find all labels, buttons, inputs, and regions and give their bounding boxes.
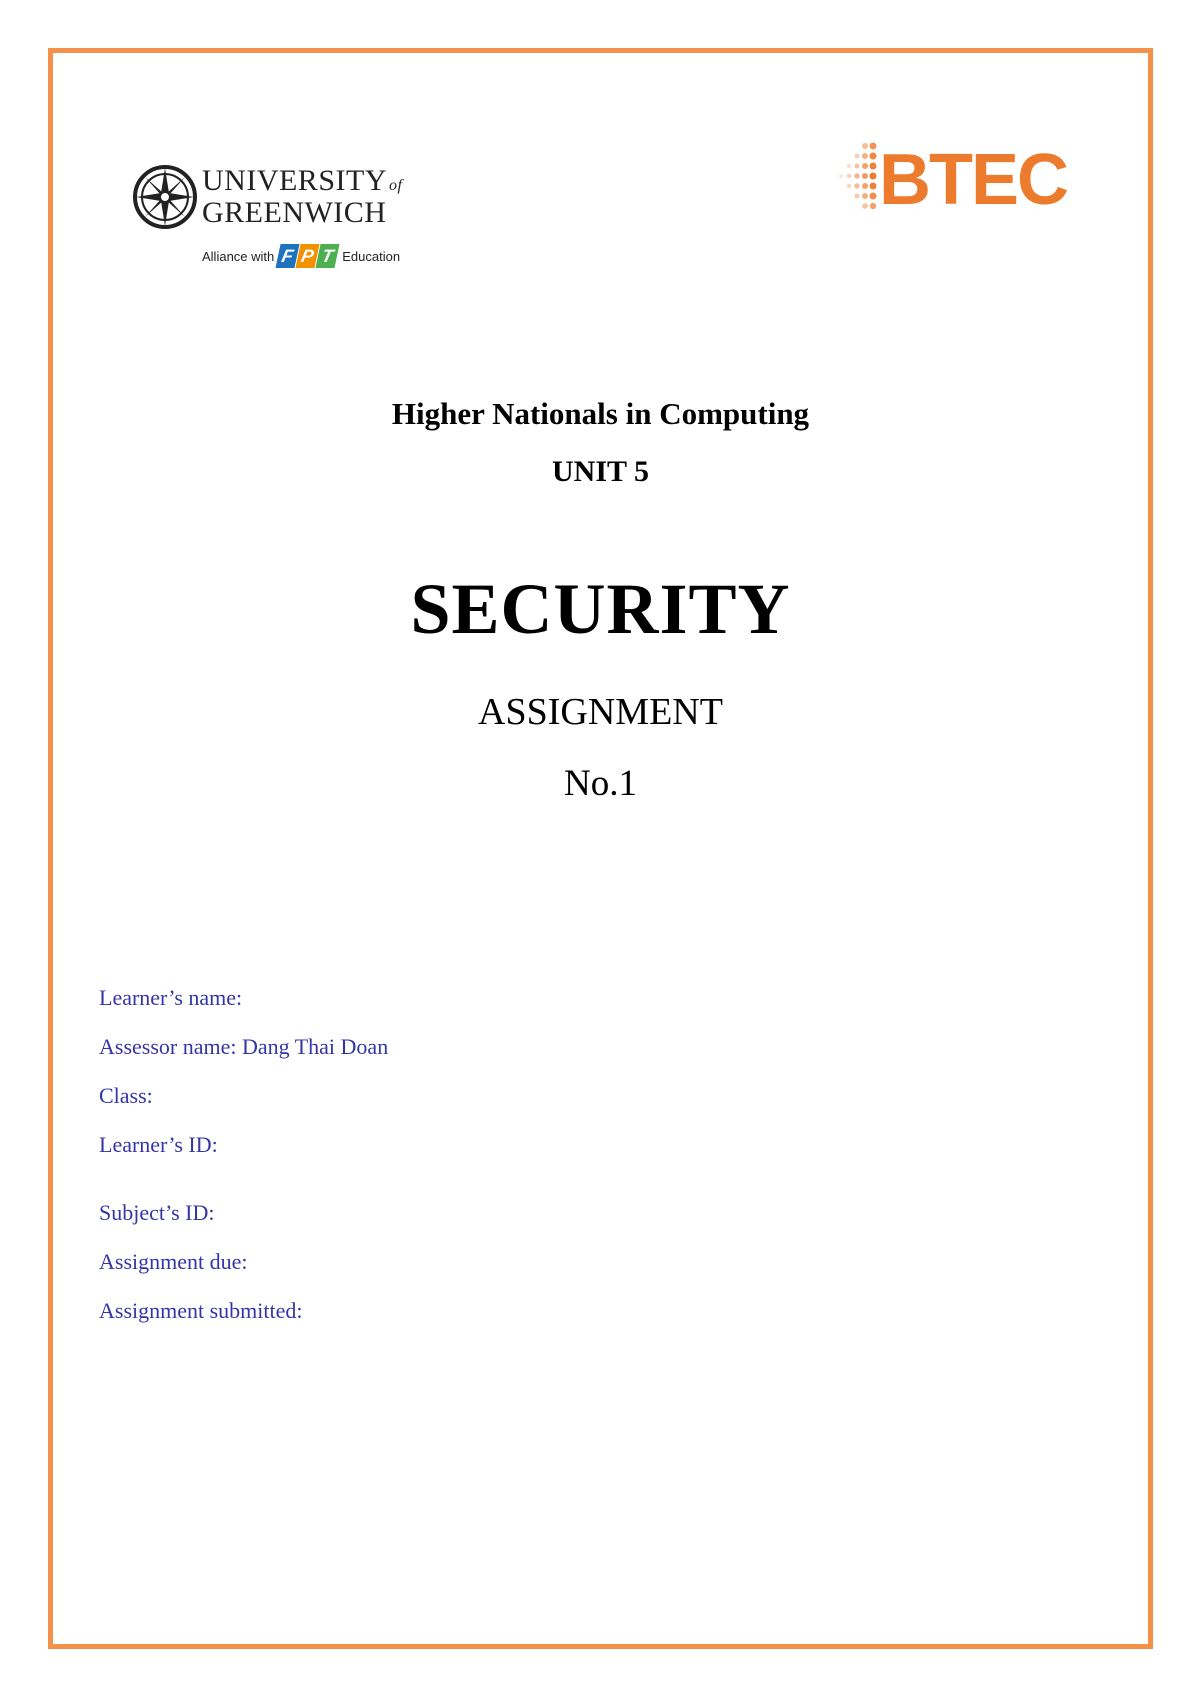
assignment-submitted-field: Assignment submitted:	[99, 1298, 303, 1323]
university-of-greenwich-logo	[132, 164, 412, 284]
unit-label: UNIT 5	[552, 455, 649, 488]
assignment-due-field: Assignment due:	[99, 1249, 248, 1274]
assignment-number: No.1	[564, 763, 637, 804]
university-of: of	[389, 177, 403, 194]
fpt-letter-t: T	[316, 244, 340, 268]
btec-logo	[835, 140, 1085, 220]
assessor-name-field: Assessor name: Dang Thai Doan	[99, 1034, 389, 1059]
learner-name-field: Learner’s name:	[99, 985, 243, 1010]
page-border-frame	[48, 48, 1153, 1649]
university-wordmark	[202, 166, 402, 228]
alliance-suffix: Education	[342, 248, 401, 264]
university-line2: GREENWICH	[202, 196, 387, 229]
learner-id-field: Learner’s ID:	[99, 1132, 218, 1157]
subject-id-field: Subject’s ID:	[99, 1200, 215, 1225]
main-title: SECURITY	[410, 569, 791, 649]
fpt-letter-f: F	[276, 244, 300, 268]
university-line1: UNIVERSITY	[202, 164, 387, 197]
subtitle: ASSIGNMENT	[478, 691, 723, 733]
fpt-logo	[278, 244, 338, 268]
program-title: Higher Nationals in Computing	[391, 396, 810, 431]
class-field: Class:	[99, 1083, 153, 1108]
alliance-line	[202, 244, 400, 268]
compass-emblem-icon	[132, 164, 198, 230]
btec-wordmark: BTEC	[879, 140, 1067, 220]
alliance-prefix: Alliance with	[202, 248, 275, 264]
fpt-letter-p: P	[296, 244, 320, 268]
